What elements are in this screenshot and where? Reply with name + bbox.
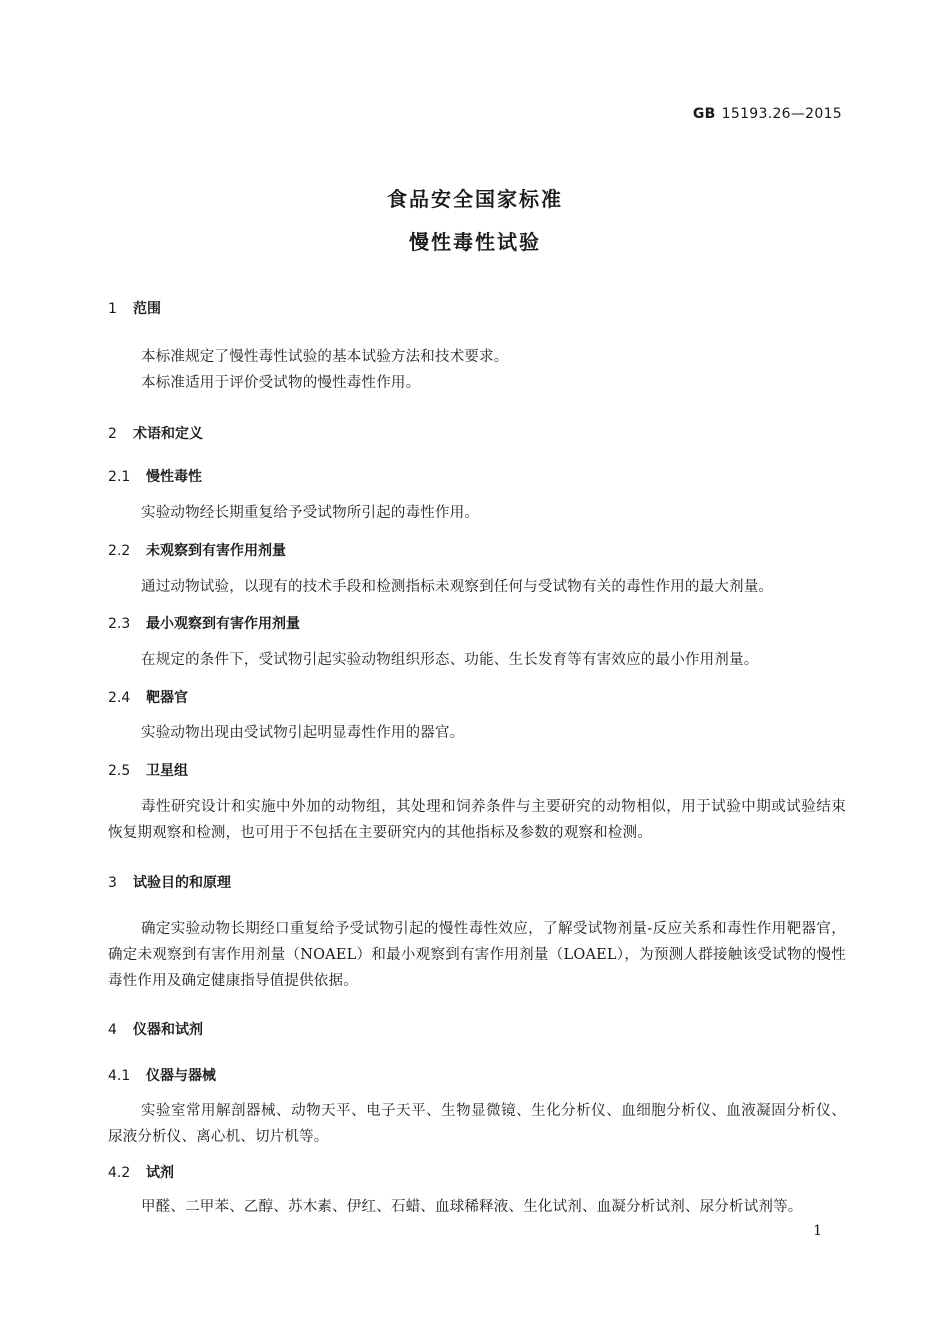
subsection-number: 4.1: [108, 1068, 131, 1084]
definition-2-1-text: 实验动物经长期重复给予受试物所引起的毒性作用。: [141, 505, 480, 521]
subsection-4-1-text: 实验室常用解剖器械、动物天平、电子天平、生物显微镜、生化分析仪、血细胞分析仪、血液凝固分析仪、尿液分析仪、离心机、切片机等。: [108, 1103, 846, 1145]
subsection-number: 4.2: [108, 1165, 131, 1181]
section-2-heading: [108, 423, 203, 443]
subsection-title: 卫星组: [146, 763, 188, 779]
section-1-paragraph-2: 本标准适用于评价受试物的慢性毒性作用。: [141, 375, 421, 391]
standard-number: [693, 106, 842, 122]
definition-2-4-text: 实验动物出现由受试物引起明显毒性作用的器官。: [141, 725, 465, 741]
subsection-number: 2.4: [108, 690, 131, 706]
definition-2-2-text: 通过动物试验，以现有的技术手段和检测指标未观察到任何与受试物有关的毒性作用的最大剂量。: [141, 579, 774, 595]
subsection-2-3-heading: [108, 613, 300, 633]
section-1-heading: [108, 298, 161, 318]
section-4-heading: [108, 1019, 203, 1039]
subsection-4-2-text: 甲醛、二甲苯、乙醇、苏木素、伊红、石蜡、血球稀释液、生化试剂、血凝分析试剂、尿分析试剂等。: [141, 1199, 803, 1215]
subsection-2-4-heading: [108, 687, 188, 707]
page-number: 1: [813, 1223, 822, 1239]
section-title: 仪器和试剂: [133, 1022, 203, 1038]
standard-prefix: GB: [692, 106, 716, 122]
subsection-4-1-heading: [108, 1065, 216, 1085]
document-title: 食品安全国家标准: [387, 187, 563, 211]
section-number: 4: [108, 1022, 117, 1038]
subsection-2-2-heading: [108, 540, 286, 560]
subsection-2-5-heading: [108, 760, 188, 780]
section-number: 3: [108, 875, 117, 891]
subsection-number: 2.2: [108, 543, 131, 559]
section-3-paragraph: 确定实验动物长期经口重复给予受试物引起的慢性毒性效应，了解受试物剂量-反应关系和毒性作用靶器官，确定未观察到有害作用剂量（NOAEL）和最小观察到有害作用剂量（LOAEL），为预测人群接触该受试物的慢性毒性作用及确定健康指导值提供依据。: [108, 921, 846, 989]
subsection-2-1-heading: [108, 466, 202, 486]
subsection-number: 2.5: [108, 763, 131, 779]
definition-2-3-text: 在规定的条件下，受试物引起实验动物组织形态、功能、生长发育等有害效应的最小作用剂量。: [141, 652, 759, 668]
section-title: 试验目的和原理: [133, 875, 231, 891]
subsection-number: 2.1: [108, 469, 131, 485]
subsection-title: 未观察到有害作用剂量: [146, 543, 286, 559]
subsection-title: 靶器官: [146, 690, 188, 706]
subsection-number: 2.3: [108, 616, 131, 632]
subsection-title: 仪器与器械: [146, 1068, 216, 1084]
subsection-title: 最小观察到有害作用剂量: [146, 616, 300, 632]
definition-2-5-text: 毒性研究设计和实施中外加的动物组，其处理和饲养条件与主要研究的动物相似，用于试验中期或试验结束恢复期观察和检测，也可用于不包括在主要研究内的其他指标及参数的观察和检测。: [108, 799, 846, 841]
subsection-title: 试剂: [146, 1165, 174, 1181]
section-1-paragraph-1: 本标准规定了慢性毒性试验的基本试验方法和技术要求。: [141, 349, 509, 365]
subsection-4-2-heading: [108, 1162, 174, 1182]
section-3-heading: [108, 872, 231, 892]
section-number: 1: [108, 301, 117, 317]
standard-code: 15193.26—2015: [721, 106, 842, 122]
section-title: 术语和定义: [133, 426, 203, 442]
document-subtitle: 慢性毒性试验: [409, 230, 541, 254]
section-number: 2: [108, 426, 117, 442]
section-title: 范围: [133, 301, 161, 317]
subsection-title: 慢性毒性: [146, 469, 202, 485]
